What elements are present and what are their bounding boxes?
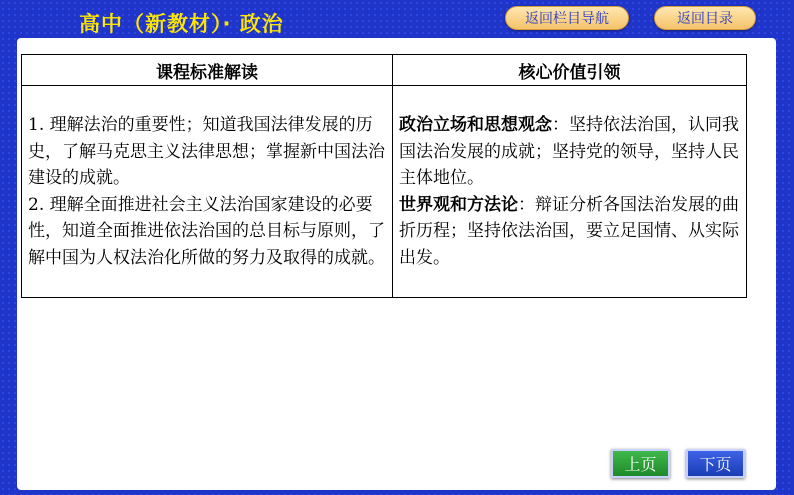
back-to-contents-button[interactable]: 返回目录 [654,6,756,30]
standards-table [21,54,747,298]
values-item-label: 政治立场和思想观念 [399,115,552,135]
standards-item: 2. 理解全面推进社会主义法治国家建设的必要性，知道全面推进依法治国的总目标与原则，了解中国为人权法治化所做的努力及取得的成就。 [28,194,385,268]
values-item-text: ：辩证分析各国法治发展的曲折历程；坚持依法治国，要立足国情、从实际出发。 [399,194,739,268]
page-title: 高中（新教材）· 政治 [79,12,284,36]
next-page-button[interactable]: 下页 [686,449,745,478]
values-cell [393,86,747,298]
table-header-values: 核心价值引领 [393,55,747,86]
standards-cell [22,86,393,298]
values-item-text: ：坚持依法治国，认同我国法治发展的成就；坚持党的领导，坚持人民主体地位。 [399,115,739,188]
table-header-standards: 课程标准解读 [22,55,393,86]
values-item-label: 世界观和方法论 [399,194,518,215]
back-to-sections-button[interactable]: 返回栏目导航 [505,6,629,30]
previous-page-button[interactable]: 上页 [611,449,670,478]
standards-item: 1. 理解法治的重要性；知道我国法律发展的历史，了解马克思主义法律思想；掌握新中国法治建设的成就。 [28,115,385,188]
values-item [399,192,740,272]
values-item [399,112,740,192]
